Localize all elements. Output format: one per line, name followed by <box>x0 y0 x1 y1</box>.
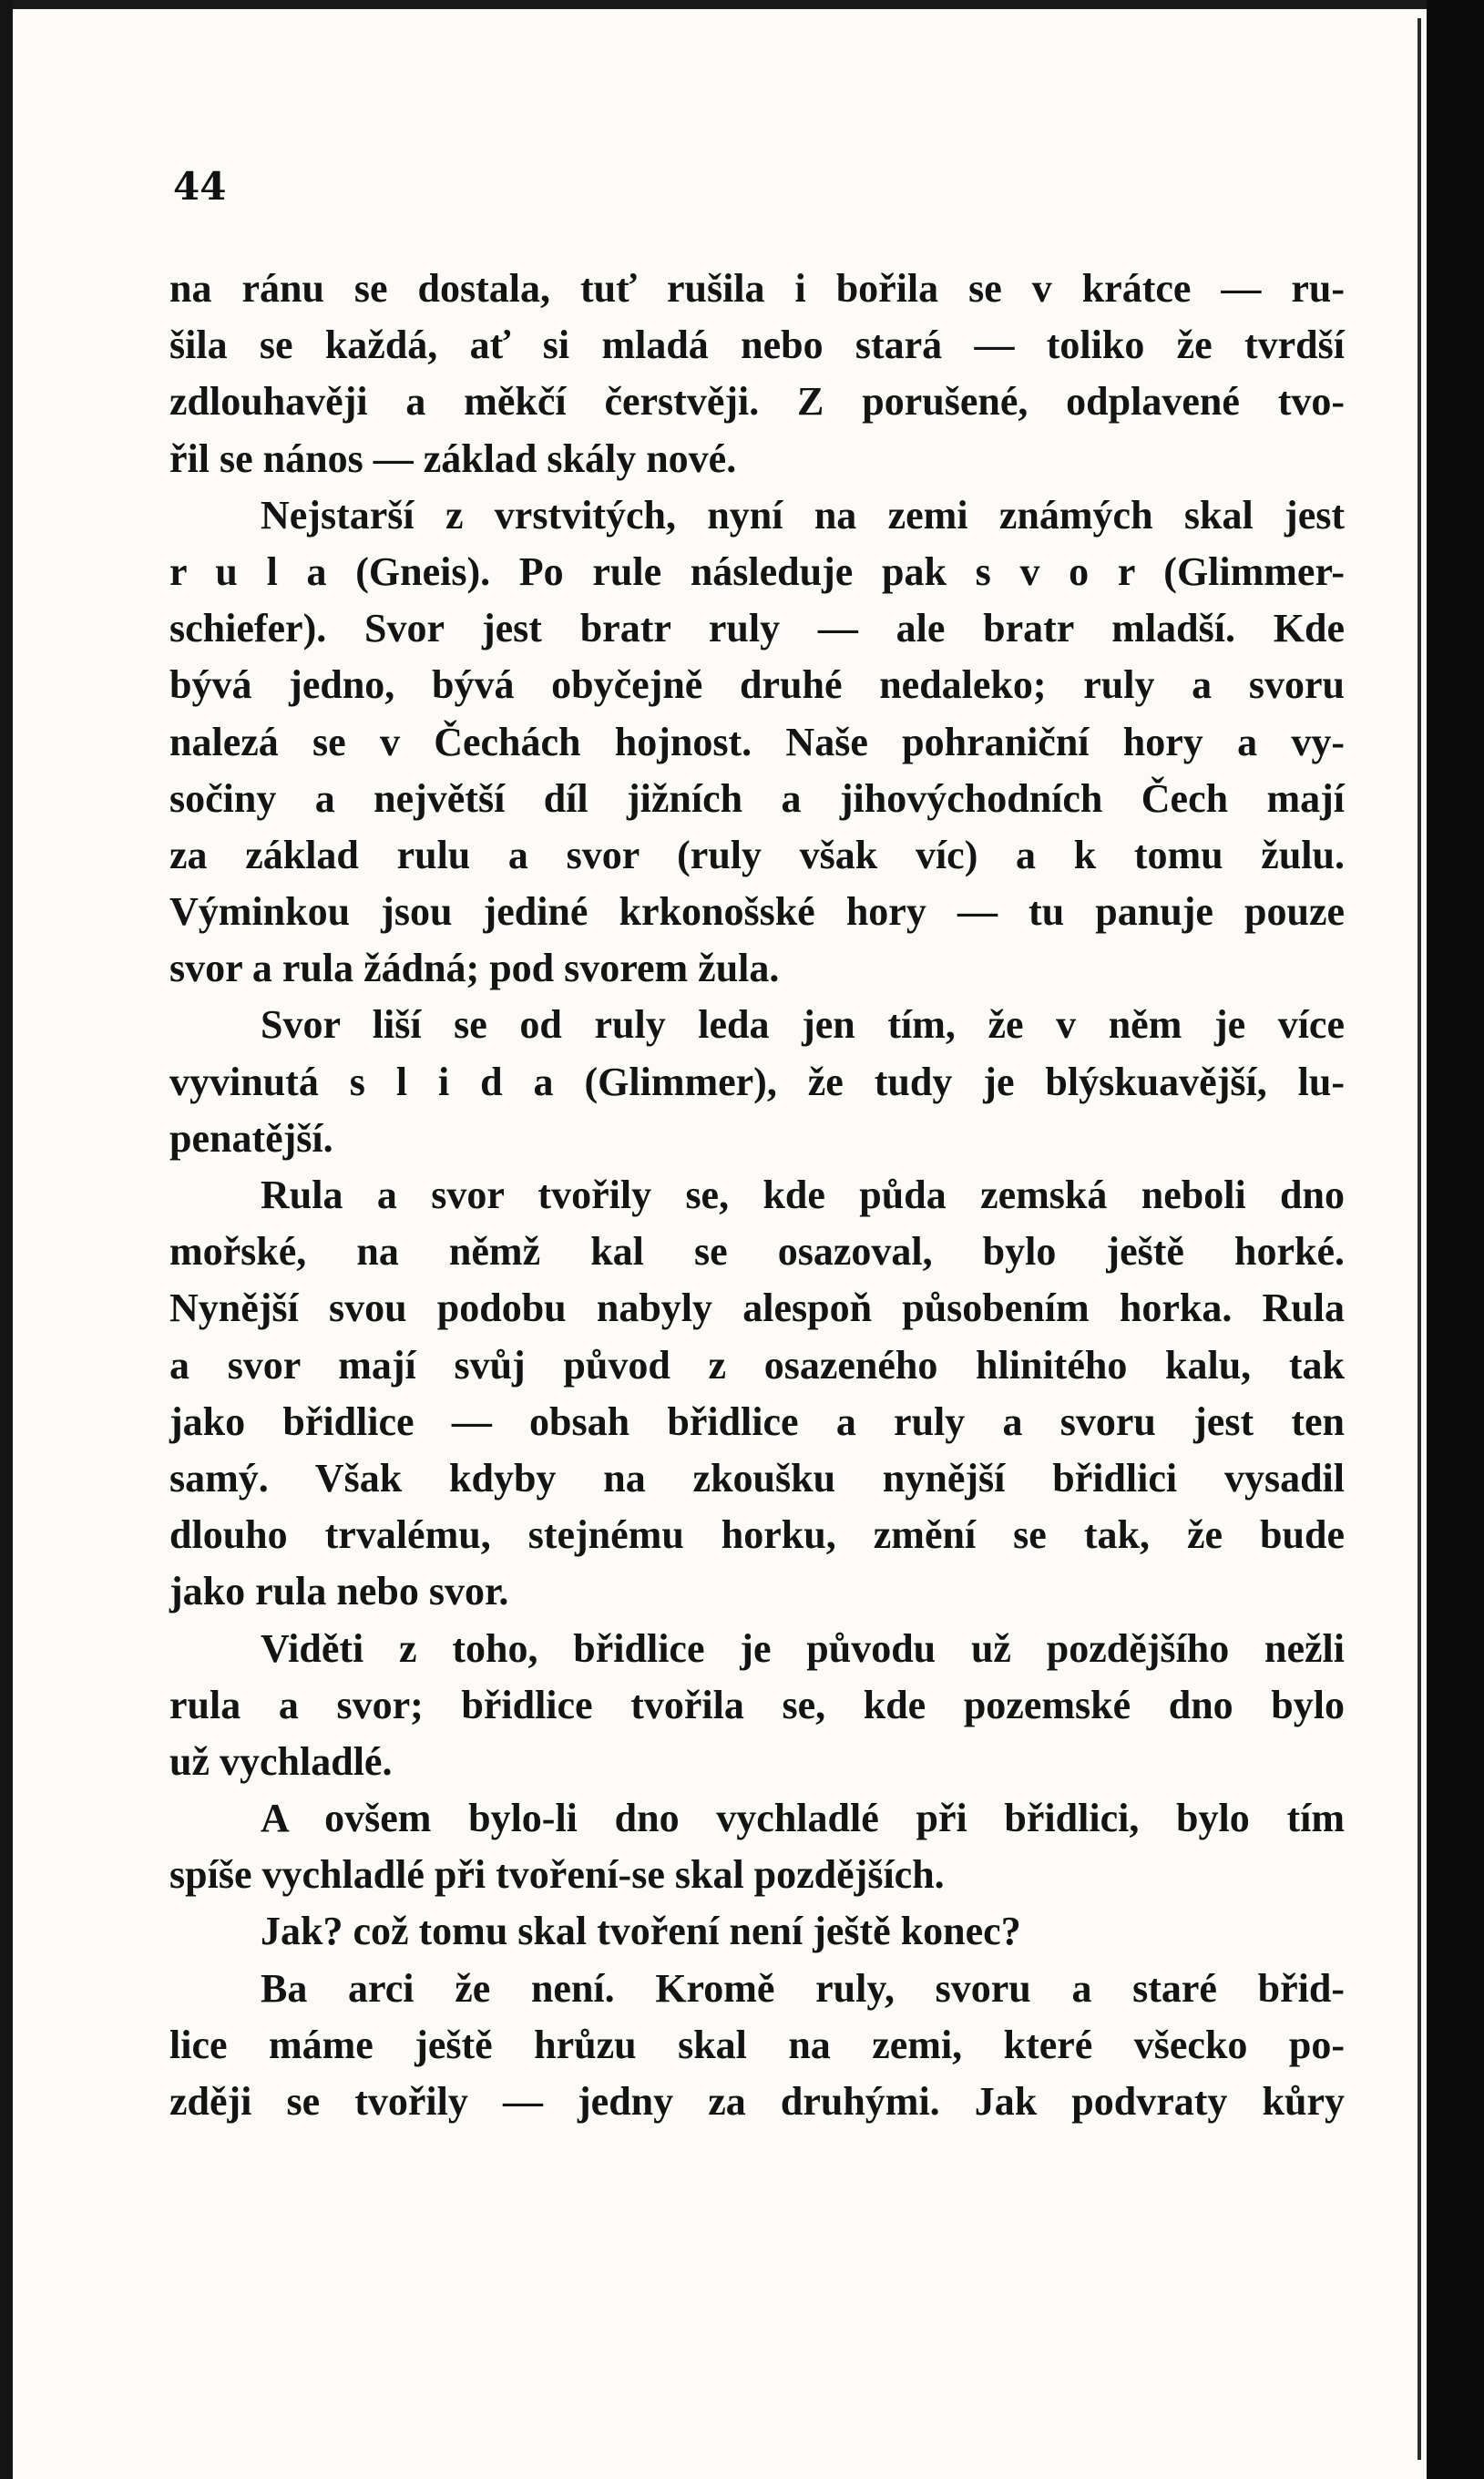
body-text <box>169 261 1345 2130</box>
text-line: A ovšem bylo-li dno vychladlé při břidlici, bylo tím <box>261 1796 1345 1841</box>
text-line: rula a svor; břidlice tvořila se, kde pozemské dno bylo <box>169 1682 1345 1727</box>
text-line: jako břidlice — obsah břidlice a ruly a svoru jest ten <box>169 1398 1345 1444</box>
text-line: Výminkou jsou jediné krkonošské hory — tu panuje pouze <box>169 889 1345 935</box>
text-line: bývá jedno, bývá obyčejně druhé nedaleko; ruly a svoru <box>169 662 1345 708</box>
text-line: vyvinutá s l i d a (Glimmer), že tudy je blýskuavější, lu- <box>169 1059 1345 1104</box>
text-line: řil se nános — základ skály nové. <box>169 435 737 481</box>
text-line: Nejstarší z vrstvitých, nyní na zemi známých skal jest <box>261 492 1345 538</box>
text-line: mořské, na němž kal se osazoval, bylo ještě horké. <box>169 1229 1345 1275</box>
text-line: schiefer). Svor jest bratr ruly — ale bratr mladší. Kde <box>169 606 1345 651</box>
scan-border-top <box>0 0 1484 9</box>
scan-border-right <box>1427 0 1484 2479</box>
page-number: 44 <box>173 164 227 209</box>
scan-border-left <box>0 0 13 2479</box>
text-line: Jak? což tomu skal tvoření není ještě konec? <box>261 1909 1021 1954</box>
text-line: Svor liší se od ruly leda jen tím, že v něm je více <box>261 1002 1345 1048</box>
text-line: jako rula nebo svor. <box>169 1569 509 1614</box>
text-line: sočiny a největší díl jižních a jihovýchodních Čech mají <box>169 775 1345 821</box>
text-line: Viděti z toho, břidlice je původu už pozdějšího nežli <box>261 1625 1345 1671</box>
text-line: šila se každá, ať si mladá nebo stará — toliko že tvrdší <box>169 323 1345 368</box>
text-line: penatější. <box>169 1115 333 1161</box>
page-edge-line <box>1417 18 1421 2460</box>
text-line: zdlouhavěji a měkčí čerstvěji. Z porušené, odplavené tvo- <box>169 379 1345 425</box>
text-line: lice máme ještě hrůzu skal na zemi, které všecko po- <box>169 2022 1345 2067</box>
text-line: dlouho trvalému, stejnému horku, změní se tak, že bude <box>169 1512 1345 1558</box>
text-line: nalezá se v Čechách hojnost. Naše pohraniční hory a vy- <box>169 719 1345 764</box>
text-line: r u l a (Gneis). Po rule následuje pak s v o r (Glimmer- <box>169 548 1345 594</box>
text-line: už vychladlé. <box>169 1738 393 1784</box>
text-line: samý. Však kdyby na zkoušku nynější břidlici vysadil <box>169 1455 1345 1501</box>
text-line: zději se tvořily — jedny za druhými. Jak podvraty kůry <box>169 2079 1345 2124</box>
text-line: za základ rulu a svor (ruly však víc) a k tomu žulu. <box>169 832 1345 877</box>
text-line: a svor mají svůj původ z osazeného hlinitého kalu, tak <box>169 1342 1345 1388</box>
text-line: spíše vychladlé při tvoření-se skal pozdějších. <box>169 1852 945 1898</box>
text-line: na ránu se dostala, tuť rušila i bořila se v krátce — ru- <box>169 266 1345 311</box>
text-line: Nynější svou podobu nabyly alespoň působením horka. Rula <box>169 1286 1345 1331</box>
text-line: Rula a svor tvořily se, kde půda zemská neboli dno <box>261 1173 1345 1217</box>
text-line: svor a rula žádná; pod svorem žula. <box>169 946 780 991</box>
text-line: Ba arci že není. Kromě ruly, svoru a staré břid- <box>261 1965 1345 2011</box>
